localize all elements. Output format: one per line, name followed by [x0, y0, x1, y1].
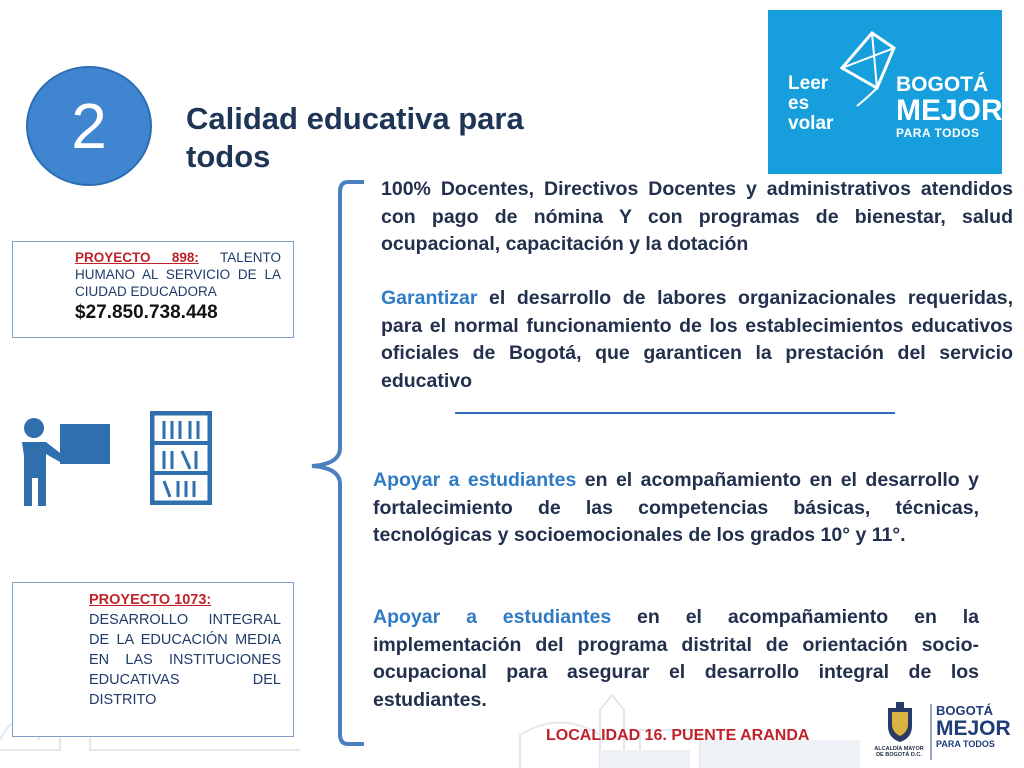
footer-separator: [930, 704, 932, 760]
project-1073-text: DESARROLLO INTEGRAL DE LA EDUCACIÓN MEDIA EN LAS INSTITUCIONES EDUCATIVAS DEL DISTRITO: [89, 612, 281, 708]
project-898-amount: $27.850.738.448: [75, 302, 218, 323]
alcaldia-text: ALCALDÍA MAYOR DE BOGOTÁ D.C.: [874, 746, 924, 758]
teacher-board-icon: [16, 416, 112, 508]
project-1073-box: [12, 582, 294, 737]
paragraph-garantizar: Garantizar el desarrollo de labores organizacionales requeridas, para el normal funcionamiento de los establecimientos educativos oficiales de Bogotá, que garanticen la prestación del servicio educativo: [381, 287, 1013, 392]
highlight-apoyar-1: Apoyar a estudiantes: [373, 469, 577, 491]
kite-book-icon: [832, 28, 902, 108]
paragraph-apoyar-orientacion: Apoyar a estudiantes en el acompañamiento en la implementación del programa distrital de orientación socio-ocupacional para asegurar el desarrollo integral de los estudiantes.: [373, 606, 980, 711]
curly-bracket: [308, 178, 368, 750]
bookshelf-icon: [150, 411, 212, 505]
coat-of-arms-icon: [884, 702, 916, 744]
project-898-box: [12, 241, 294, 338]
paragraph-docentes: 100% Docentes, Directivos Docentes y administrativos atendidos con pago de nómina Y con programas de bienestar, salud ocupacional, capacitación y la dotación: [381, 178, 1013, 255]
project-1073-label: PROYECTO 1073:: [89, 592, 212, 608]
bogota-mejor-logo-text: BOGOTÁ MEJOR PARA TODOS: [896, 73, 1003, 140]
footer-bogota-logo-text: BOGOTÁ MEJOR PARA TODOS: [936, 703, 1011, 749]
leer-es-volar-logo: [768, 10, 1002, 174]
section-number: 2: [71, 90, 107, 162]
highlight-apoyar-2: Apoyar a estudiantes: [373, 606, 612, 628]
paragraph-apoyar-competencias: Apoyar a estudiantes en el acompañamiento en el desarrollo y fortalecimiento de las competencias básicas, técnicas, tecnológicas y socioemocionales de los grados 10° y 11°.: [373, 469, 979, 546]
project-898-label: PROYECTO 898:: [75, 250, 199, 265]
section-number-badge: [26, 66, 152, 186]
leer-es-volar-text: Leer es volar: [788, 73, 834, 134]
page-title: Calidad educativa para todos: [186, 101, 524, 174]
locality-label: LOCALIDAD 16. PUENTE ARANDA: [546, 727, 810, 744]
highlight-garantizar: Garantizar: [381, 287, 478, 309]
footer-logos: [874, 700, 1020, 764]
section-divider: [455, 412, 895, 414]
project-898-text: TALENTO HUMANO AL SERVICIO DE LA CIUDAD EDUCADORA: [75, 250, 281, 299]
